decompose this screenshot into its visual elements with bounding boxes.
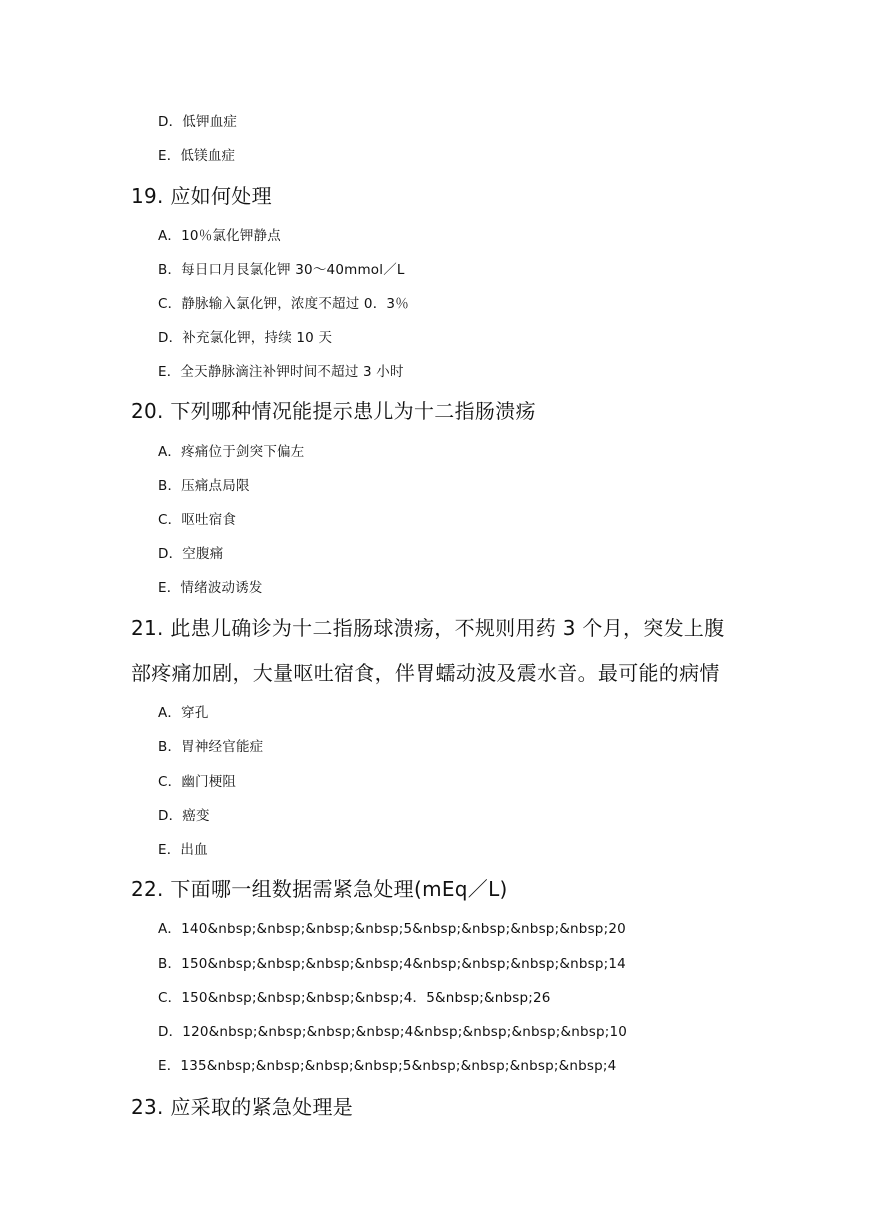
question-20-option-d: D．空腹痛	[158, 546, 224, 562]
question-21-line-2: 部疼痛加剧，大量呕吐宿食，伴胃蠕动波及震水音。最可能的病情	[131, 661, 720, 685]
question-19: 19. 应如何处理	[131, 184, 272, 208]
question-21-option-b: B．胃神经官能症	[158, 739, 264, 755]
question-20-option-a: A．疼痛位于剑突下偏左	[158, 444, 305, 460]
question-19-option-c: C．静脉输入氯化钾，浓度不超过 0．3％	[158, 296, 409, 312]
question-21-line-1: 21. 此患儿确诊为十二指肠球溃疡，不规则用药 3 个月，突发上腹	[131, 616, 725, 640]
question-20-option-b: B．压痛点局限	[158, 478, 250, 494]
question-23: 23. 应采取的紧急处理是	[131, 1095, 354, 1119]
question-22-option-c: C．150&nbsp;&nbsp;&nbsp;&nbsp;4．5&nbsp;&nbsp;26	[158, 990, 551, 1006]
question-22-option-d: D．120&nbsp;&nbsp;&nbsp;&nbsp;4&nbsp;&nbsp;&nbsp;&nbsp;10	[158, 1024, 628, 1040]
question-22-option-e: E．135&nbsp;&nbsp;&nbsp;&nbsp;5&nbsp;&nbsp;&nbsp;&nbsp;4	[158, 1058, 617, 1074]
question-20-option-e: E．情绪波动诱发	[158, 580, 263, 596]
question-22-option-b: B．150&nbsp;&nbsp;&nbsp;&nbsp;4&nbsp;&nbsp;&nbsp;&nbsp;14	[158, 956, 626, 972]
question-22-option-a: A．140&nbsp;&nbsp;&nbsp;&nbsp;5&nbsp;&nbsp;&nbsp;&nbsp;20	[158, 921, 626, 937]
option-e-hypomagnesemia: E．低镁血症	[158, 148, 236, 164]
question-19-option-e: E．全天静脉滴注补钾时间不超过 3 小时	[158, 364, 404, 380]
option-d-hypokalemia: D．低钾血症	[158, 114, 238, 130]
question-21-option-c: C．幽门梗阻	[158, 774, 237, 790]
question-20-option-c: C．呕吐宿食	[158, 512, 237, 528]
question-21-option-d: D．癌变	[158, 808, 210, 824]
question-19-option-b: B．每日口月艮氯化钾 30～40mmol／L	[158, 262, 405, 278]
question-21-option-e: E．出血	[158, 842, 208, 858]
question-19-option-d: D．补充氯化钾，持续 10 天	[158, 330, 333, 346]
question-19-option-a: A．10％氯化钾静点	[158, 228, 281, 244]
question-21-option-a: A．穿孔	[158, 705, 209, 721]
question-22: 22. 下面哪一组数据需紧急处理(mEq／L)	[131, 877, 508, 901]
question-20: 20. 下列哪种情况能提示患儿为十二指肠溃疡	[131, 399, 536, 423]
